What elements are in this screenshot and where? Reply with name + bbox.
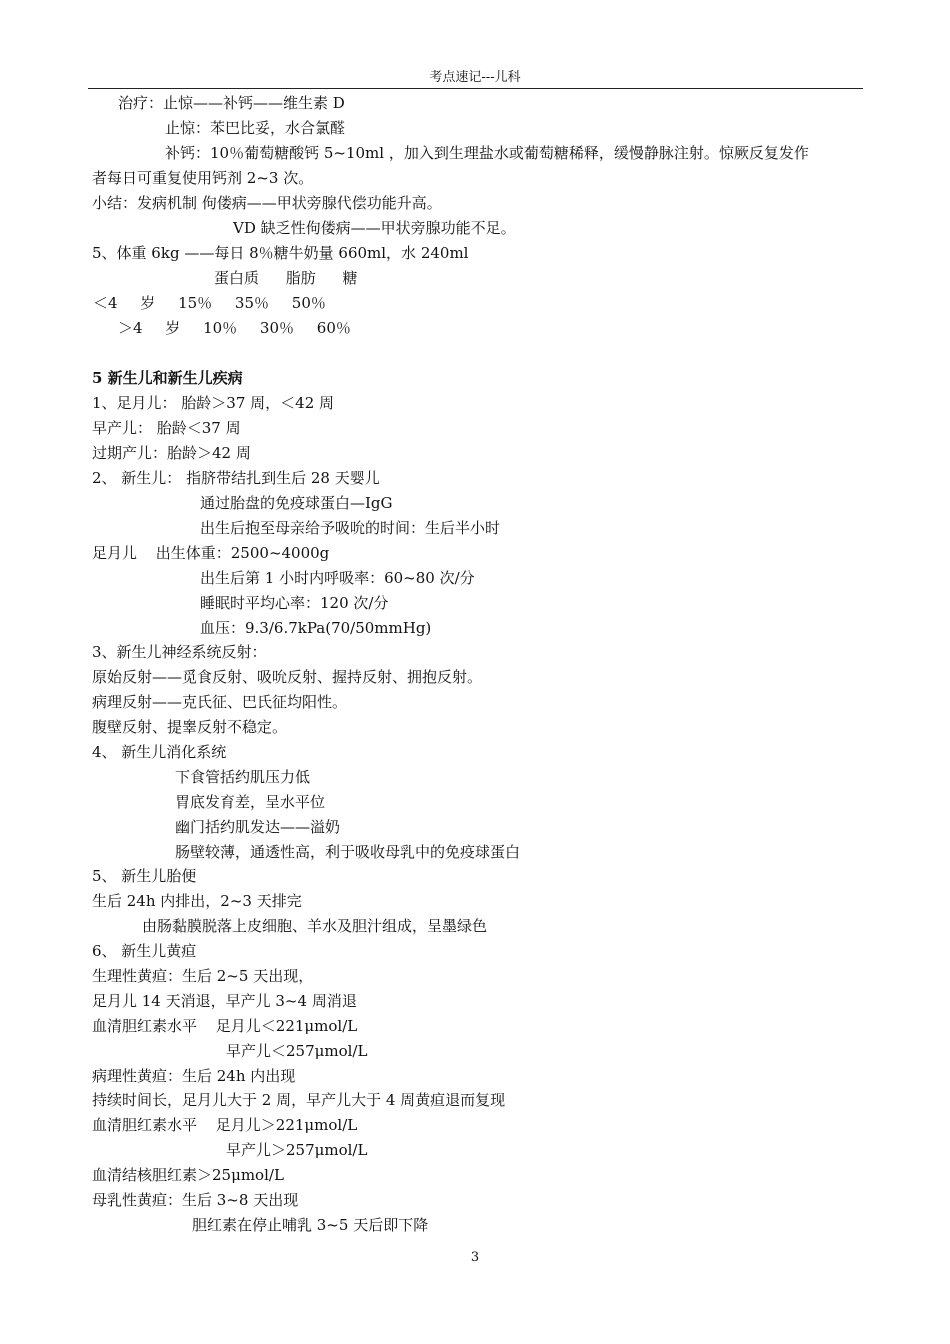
text-line: 由肠黏膜脱落上皮细胞、羊水及胆汁组成，呈墨绿色: [142, 917, 488, 935]
text-line: ＞4 岁 10％ 30％ 60％: [118, 319, 351, 337]
text-line: 血清胆红素水平 足月儿＜221μmol/L: [92, 1017, 358, 1035]
text-line: 母乳性黄疸：生后 3~8 天出现: [92, 1191, 299, 1209]
text-line: 足月儿 14 天消退，早产儿 3~4 周消退: [92, 992, 357, 1010]
text-line: 2、 新生儿： 指脐带结扎到生后 28 天婴儿: [92, 469, 380, 487]
text-line: 早产儿： 胎龄＜37 周: [92, 419, 241, 437]
text-line: 血清胆红素水平 足月儿＞221μmol/L: [92, 1116, 358, 1134]
text-line: 蛋白质 脂肪 糖: [214, 269, 358, 287]
section-heading: 5 新生儿和新生儿疾病: [92, 369, 243, 387]
text-line: 生后 24h 内排出，2~3 天排完: [92, 892, 302, 910]
text-line: 5、体重 6kg ——每日 8％糖牛奶量 660ml，水 240ml: [92, 244, 469, 262]
text-line: 6、 新生儿黄疸: [92, 942, 197, 960]
text-line: 过期产儿：胎龄＞42 周: [92, 444, 251, 462]
text-line: 治疗：止惊——补钙——维生素 D: [118, 94, 345, 112]
text-line: 病理性黄疸：生后 24h 内出现: [92, 1067, 296, 1085]
text-line: ＜4 岁 15％ 35％ 50％: [93, 294, 326, 312]
text-line: 幽门括约肌发达——溢奶: [175, 818, 341, 836]
text-line: 出生后抱至母亲给予吸吮的时间：生后半小时: [200, 519, 501, 537]
text-line: 补钙：10％葡萄糖酸钙 5~10ml ，加入到生理盐水或葡萄糖稀释，缓慢静脉注射。惊厥反复发作: [165, 144, 809, 162]
text-line: 小结：发病机制 佝偻病——甲状旁腺代偿功能升高。: [92, 194, 442, 212]
text-line: 早产儿＞257μmol/L: [226, 1141, 368, 1159]
text-line: 原始反射——觅食反射、吸吮反射、握持反射、拥抱反射。: [92, 668, 483, 686]
text-line: 通过胎盘的免疫球蛋白—IgG: [200, 494, 393, 512]
page-number: 3: [470, 1250, 480, 1265]
text-line: 血清结核胆红素＞25μmol/L: [92, 1166, 284, 1184]
text-line: 病理反射——克氏征、巴氏征均阳性。: [92, 693, 348, 711]
text-line: 3、新生儿神经系统反射：: [92, 643, 267, 661]
text-line: 腹壁反射、提睾反射不稳定。: [92, 718, 288, 736]
text-line: 胃底发育差，呈水平位: [175, 793, 326, 811]
text-line: 早产儿＜257μmol/L: [226, 1042, 368, 1060]
text-line: 者每日可重复使用钙剂 2~3 次。: [92, 169, 314, 187]
text-line: 4、 新生儿消化系统: [92, 743, 227, 761]
page-header: 考点速记---儿科: [429, 70, 521, 85]
text-line: VD 缺乏性佝偻病——甲状旁腺功能不足。: [233, 219, 516, 237]
text-line: 足月儿 出生体重：2500~4000g: [92, 544, 330, 562]
text-line: 下食管括约肌压力低: [175, 768, 311, 786]
text-line: 胆红素在停止哺乳 3~5 天后即下降: [192, 1216, 429, 1234]
text-line: 止惊：苯巴比妥，水合氯醛: [165, 119, 346, 137]
text-line: 血压：9.3/6.7kPa(70/50mmHg): [200, 619, 432, 637]
text-line: 生理性黄疸：生后 2~5 天出现，: [92, 967, 314, 985]
text-line: 肠壁较薄，通透性高，利于吸收母乳中的免疫球蛋白: [175, 843, 521, 861]
text-line: 持续时间长，足月儿大于 2 周，早产儿大于 4 周黄疸退而复现: [92, 1091, 506, 1109]
header-rule: [88, 88, 863, 89]
text-line: 5、 新生儿胎便: [92, 867, 197, 885]
text-line: 出生后第 1 小时内呼吸率：60~80 次/分: [200, 569, 475, 587]
text-line: 1、足月儿： 胎龄＞37 周，＜42 周: [92, 394, 335, 412]
text-line: 睡眠时平均心率：120 次/分: [200, 594, 389, 612]
